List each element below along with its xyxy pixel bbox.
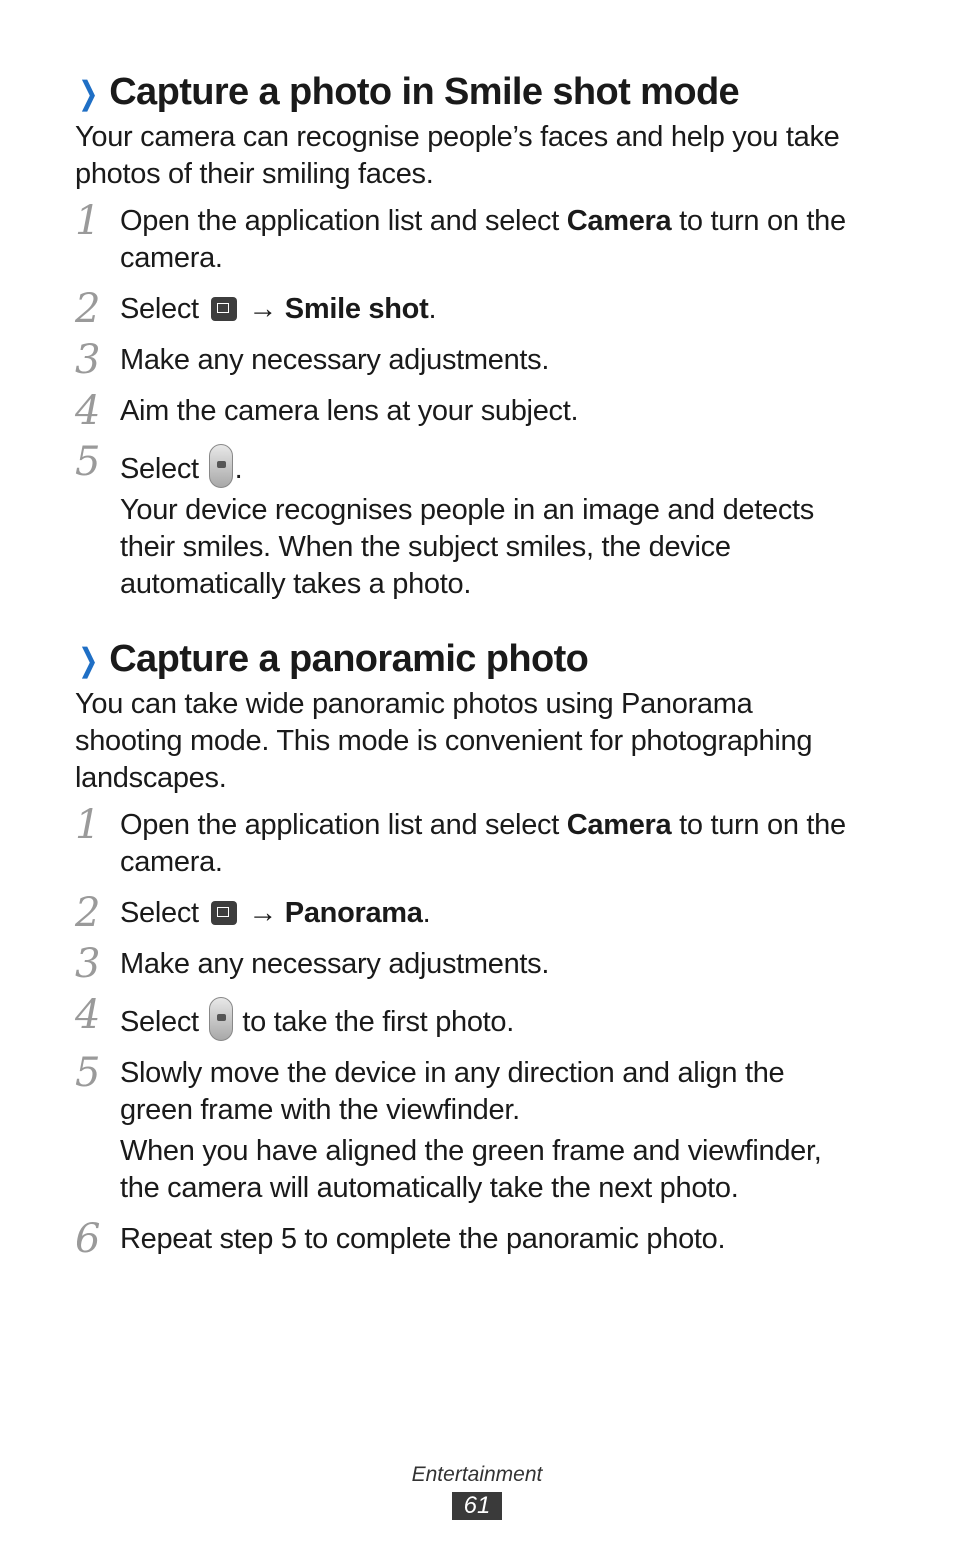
step-bold-term: Smile shot <box>284 293 429 325</box>
menu-settings-icon <box>211 901 237 925</box>
step-text-post: . <box>234 453 243 485</box>
step-text <box>120 293 436 325</box>
step-arrow: → <box>240 293 285 325</box>
step-number: 3 <box>75 337 101 383</box>
step-3 <box>75 941 885 987</box>
step-text: Repeat step 5 to complete the panoramic photo. <box>120 1223 726 1255</box>
step-text <box>120 1006 514 1038</box>
step-text-post: to take the first photo. <box>234 1006 515 1038</box>
step-5 <box>75 1050 885 1207</box>
step-text: Slowly move the device in any direction and align the green frame with the viewfinder. <box>120 1057 785 1126</box>
section-intro: Your camera can recognise people’s faces and help you take photos of their smiling faces. <box>75 121 840 190</box>
step-number: 4 <box>75 388 101 434</box>
step-text <box>120 453 242 485</box>
step-bold-term: Camera <box>566 809 672 841</box>
section-title <box>75 633 885 686</box>
step-number: 6 <box>75 1216 101 1262</box>
section-title-text: Capture a photo in Smile shot mode <box>109 71 740 113</box>
step-number: 3 <box>75 941 101 987</box>
step-text <box>120 897 430 929</box>
menu-settings-icon <box>211 297 237 321</box>
step-text-pre: Open the application list and select <box>120 809 567 841</box>
step-text: Make any necessary adjustments. <box>120 948 550 980</box>
step-4 <box>75 388 885 434</box>
step-number: 1 <box>75 198 101 244</box>
step-text-post: to turn on the camera. <box>120 205 846 274</box>
step-text-post: . <box>428 293 437 325</box>
step-number: 5 <box>75 439 101 485</box>
step-number: 2 <box>75 890 101 936</box>
step-note: When you have aligned the green frame and viewfinder, the camera will automatically take the next photo. <box>120 1135 822 1204</box>
step-text-pre: Select <box>120 897 199 929</box>
step-1 <box>75 198 885 277</box>
step-text: Aim the camera lens at your subject. <box>120 395 579 427</box>
section-intro: You can take wide panoramic photos using Panorama shooting mode. This mode is convenient for photographing landscapes. <box>75 688 813 794</box>
step-text-pre: Select <box>120 453 199 485</box>
step-number: 2 <box>75 286 101 332</box>
step-4 <box>75 992 885 1041</box>
step-text-post: to turn on the camera. <box>120 809 846 878</box>
page-number: 61 <box>452 1492 503 1520</box>
step-6 <box>75 1216 885 1262</box>
step-bold-term: Panorama <box>284 897 423 929</box>
chevron-right-icon: ❯ <box>78 642 98 678</box>
step-text-pre: Select <box>120 293 199 325</box>
chapter-label: Entertainment <box>411 1463 543 1486</box>
chevron-right-icon: ❯ <box>78 75 98 111</box>
page-footer <box>0 1462 954 1520</box>
step-text: Make any necessary adjustments. <box>120 344 550 376</box>
step-1 <box>75 802 885 881</box>
section-title-text: Capture a panoramic photo <box>109 638 589 680</box>
step-text-pre: Open the application list and select <box>120 205 567 237</box>
section-smile-shot <box>75 66 885 603</box>
step-text <box>120 205 846 274</box>
step-text <box>120 809 846 878</box>
step-bold-term: Camera <box>566 205 672 237</box>
section-panorama <box>75 633 885 1262</box>
manual-page <box>75 66 885 1288</box>
step-number: 1 <box>75 802 101 848</box>
step-5 <box>75 439 885 603</box>
step-2 <box>75 890 885 936</box>
camera-shutter-icon <box>209 997 233 1041</box>
step-number: 4 <box>75 992 101 1038</box>
section-title <box>75 66 885 119</box>
step-number: 5 <box>75 1050 101 1096</box>
step-2 <box>75 286 885 332</box>
step-3 <box>75 337 885 383</box>
camera-shutter-icon <box>209 444 233 488</box>
step-note: Your device recognises people in an image and detects their smiles. When the subject smiles, the device automatically takes a photo. <box>120 494 815 600</box>
step-text-post: . <box>422 897 431 929</box>
step-text-pre: Select <box>120 1006 199 1038</box>
step-arrow: → <box>240 897 285 929</box>
